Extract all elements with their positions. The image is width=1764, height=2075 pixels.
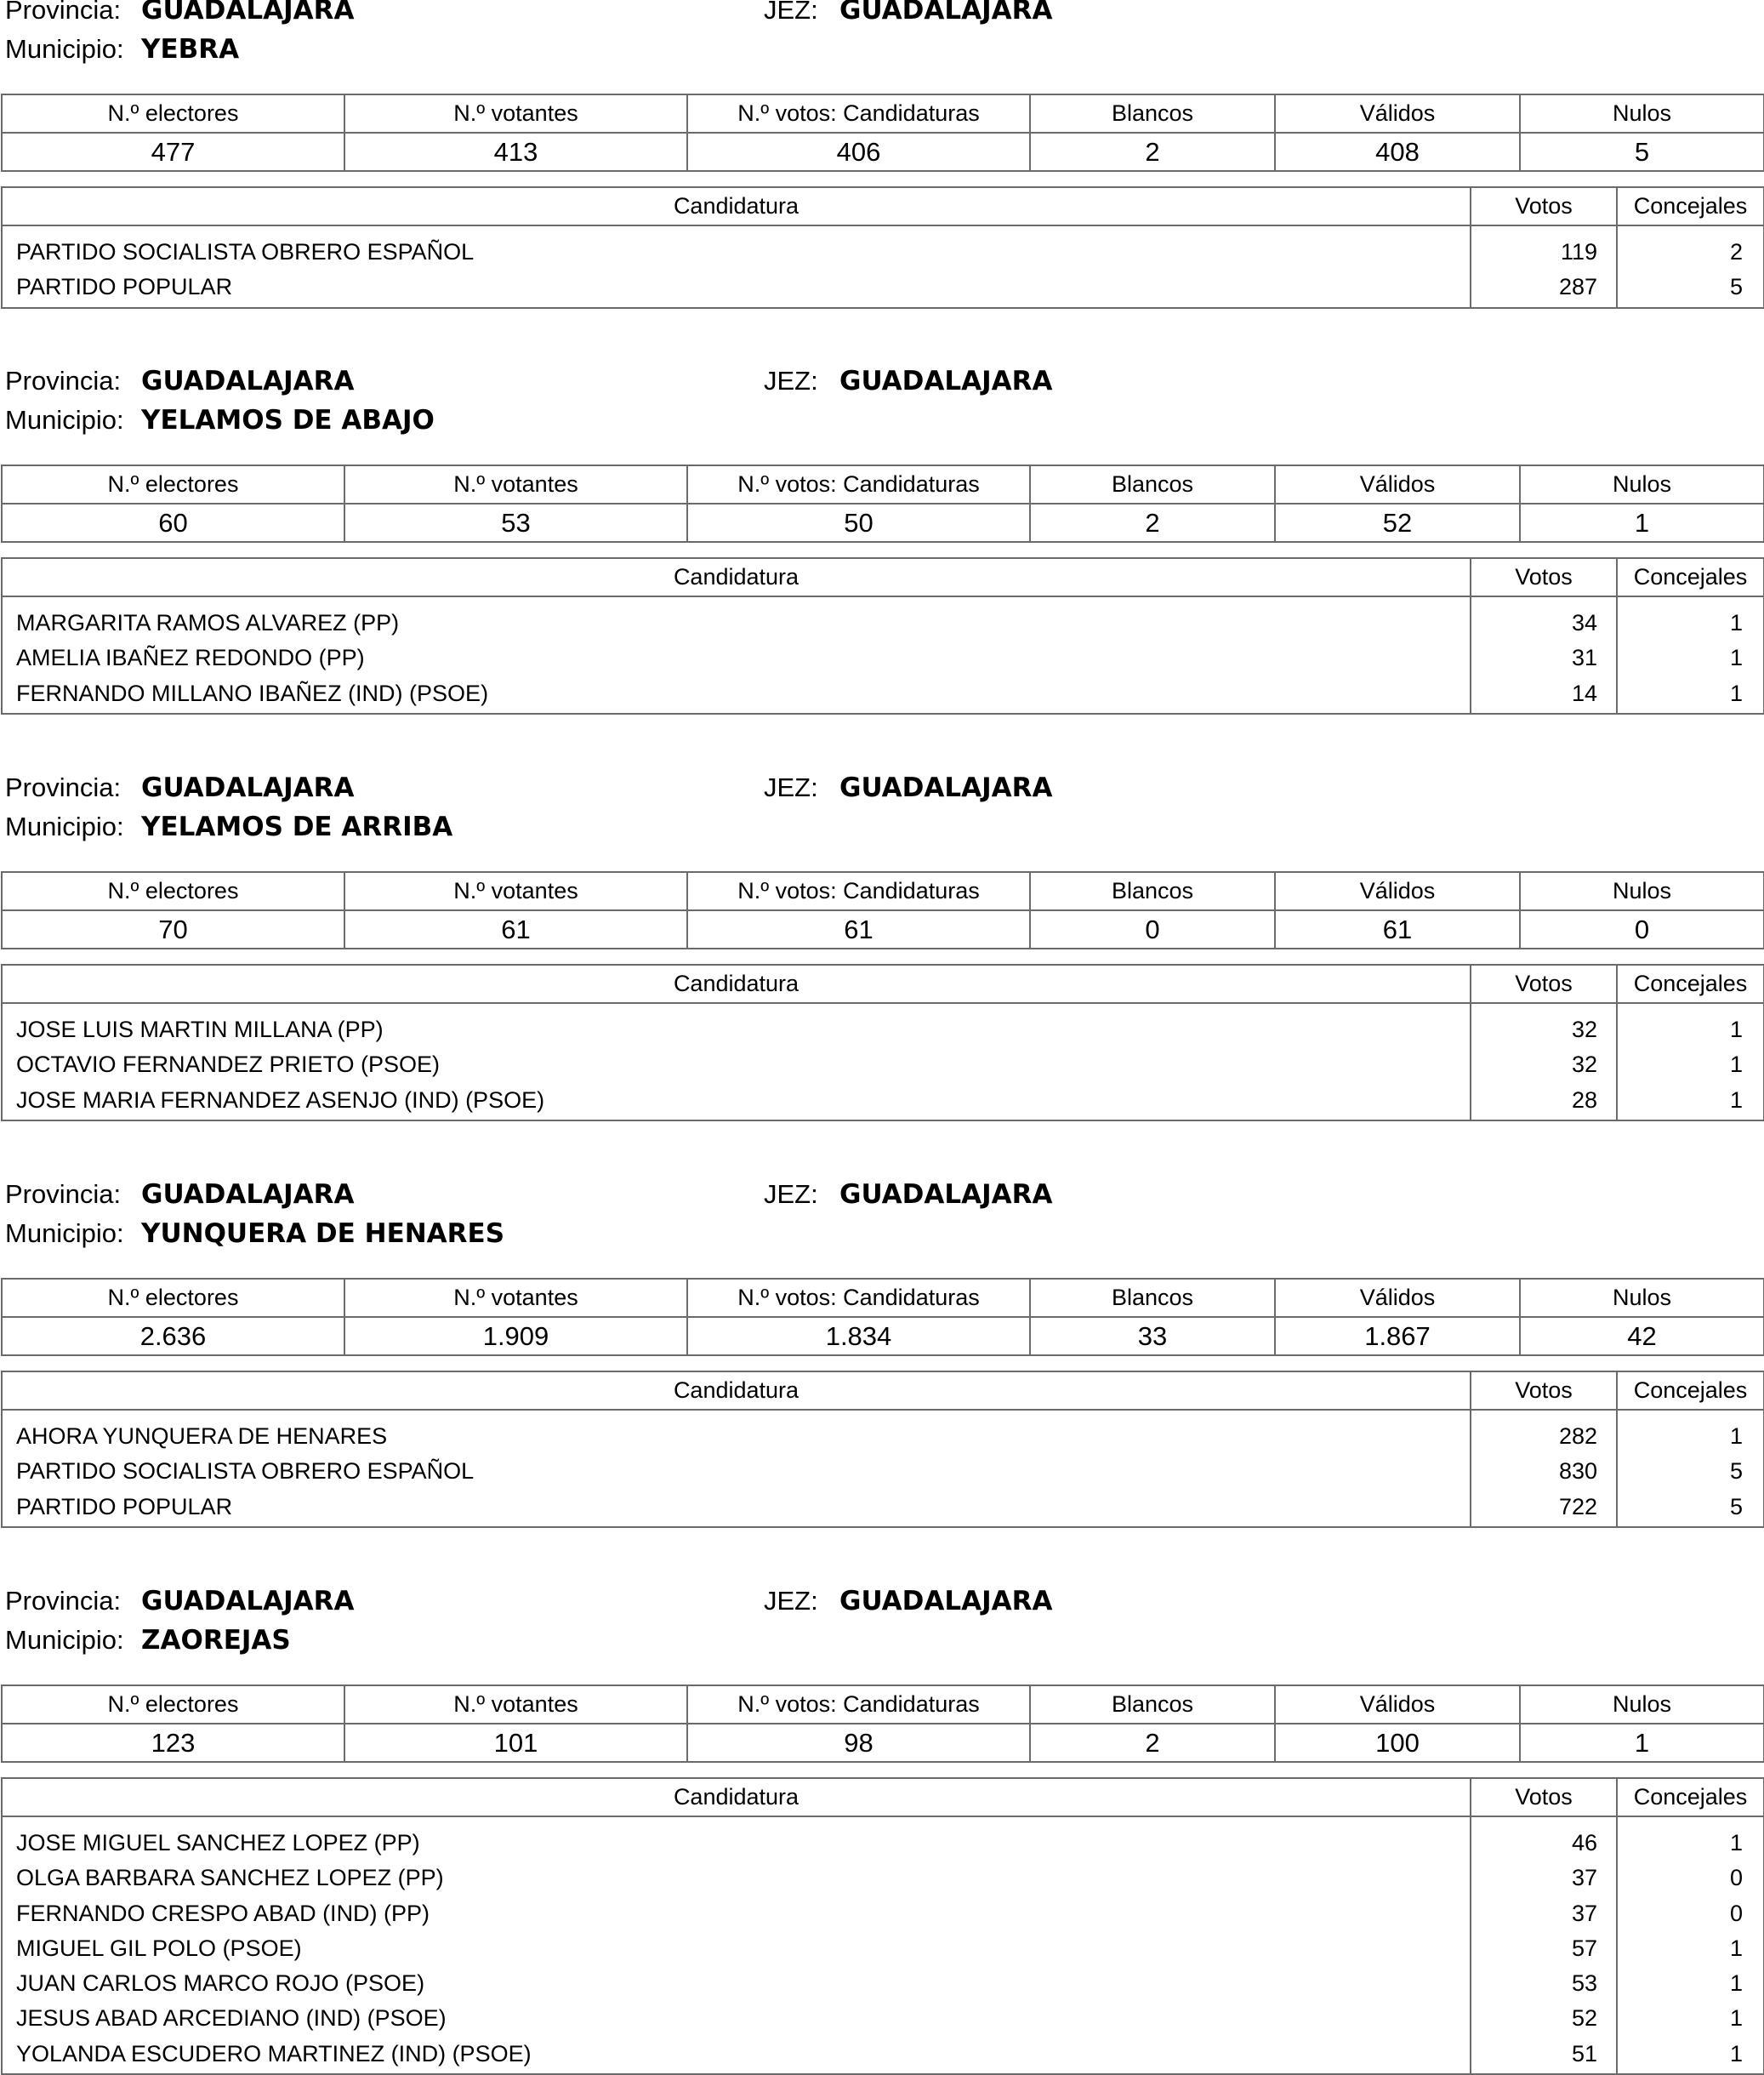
candidate-votos: 830 xyxy=(1558,1458,1597,1485)
validos-value: 100 xyxy=(1275,1724,1520,1762)
votos-candidaturas-value: 50 xyxy=(687,504,1030,542)
votos-header: Votos xyxy=(1471,1778,1617,1816)
candidate-votos: 51 xyxy=(1571,2040,1597,2066)
stats-header-cell: N.º votantes xyxy=(344,1685,687,1724)
stats-header-cell: N.º votos: Candidaturas xyxy=(687,1279,1030,1317)
candidatura-body-row xyxy=(2,596,1764,714)
candidate-name: PARTIDO SOCIALISTA OBRERO ESPAÑOL xyxy=(16,1458,475,1485)
candidatura-header: Candidatura xyxy=(2,965,1471,1003)
municipio-row xyxy=(0,1215,1764,1252)
nulos-value: 42 xyxy=(1520,1317,1764,1355)
stats-header-cell: Nulos xyxy=(1520,1685,1764,1724)
votos-candidaturas-value: 61 xyxy=(687,910,1030,949)
municipio-label: Municipio: xyxy=(5,1625,124,1655)
jez-label: JEZ: xyxy=(764,0,818,25)
candidate-concejales: 5 xyxy=(1729,1458,1743,1485)
provincia-value: GUADALAJARA xyxy=(141,366,355,396)
municipio-label: Municipio: xyxy=(5,34,124,64)
concejales-header: Concejales xyxy=(1617,558,1764,596)
validos-value: 61 xyxy=(1275,910,1520,949)
stats-header-row xyxy=(2,1685,1764,1724)
candidate-votos-cell xyxy=(1471,1816,1617,2074)
stats-header-cell: N.º votos: Candidaturas xyxy=(687,465,1030,504)
votantes-value: 101 xyxy=(344,1724,687,1762)
provincia-row xyxy=(0,769,1764,807)
municipio-value: YEBRA xyxy=(141,34,240,65)
stats-table xyxy=(1,1278,1764,1356)
candidatura-header-row xyxy=(2,965,1764,1003)
votantes-value: 61 xyxy=(344,910,687,949)
validos-value: 52 xyxy=(1275,504,1520,542)
jez-value: GUADALAJARA xyxy=(839,366,1053,396)
stats-header-cell: Blancos xyxy=(1030,1685,1275,1724)
candidate-concejales: 1 xyxy=(1729,610,1743,636)
stats-value-row xyxy=(2,133,1764,171)
municipio-value: YELAMOS DE ARRIBA xyxy=(141,812,453,842)
stats-header-cell: N.º electores xyxy=(2,465,344,504)
electores-value: 70 xyxy=(2,910,344,949)
candidate-votos: 37 xyxy=(1571,1900,1597,1926)
provincia-label: Provincia: xyxy=(5,772,122,802)
stats-header-cell: Válidos xyxy=(1275,465,1520,504)
stats-header-cell: N.º electores xyxy=(2,94,344,133)
candidate-name: JOSE MARIA FERNANDEZ ASENJO (IND) (PSOE) xyxy=(16,1086,545,1113)
candidate-concejales: 0 xyxy=(1729,1865,1743,1891)
stats-header-cell: N.º votantes xyxy=(344,872,687,910)
candidate-votos: 46 xyxy=(1571,1830,1597,1856)
candidate-votos: 53 xyxy=(1571,1970,1597,1997)
electores-value: 477 xyxy=(2,133,344,171)
provincia-row xyxy=(0,1582,1764,1620)
candidate-name: YOLANDA ESCUDERO MARTINEZ (IND) (PSOE) xyxy=(16,2040,532,2066)
electores-value: 60 xyxy=(2,504,344,542)
candidate-concejales-cell xyxy=(1617,1816,1764,2074)
stats-header-cell: N.º votos: Candidaturas xyxy=(687,872,1030,910)
municipio-label: Municipio: xyxy=(5,405,124,435)
stats-header-cell: N.º electores xyxy=(2,1685,344,1724)
candidate-concejales: 5 xyxy=(1729,1493,1743,1519)
candidate-concejales-cell xyxy=(1617,596,1764,714)
candidatura-header: Candidatura xyxy=(2,1778,1471,1816)
jez-label: JEZ: xyxy=(764,366,818,396)
candidate-name: AMELIA IBAÑEZ REDONDO (PP) xyxy=(16,645,365,671)
candidate-concejales: 1 xyxy=(1729,1086,1743,1113)
stats-header-cell: Blancos xyxy=(1030,872,1275,910)
stats-header-row xyxy=(2,872,1764,910)
provincia-row xyxy=(0,0,1764,29)
municipio-row xyxy=(0,402,1764,439)
municipio-value: YELAMOS DE ABAJO xyxy=(141,405,435,436)
concejales-header: Concejales xyxy=(1617,187,1764,225)
jez-value: GUADALAJARA xyxy=(839,1179,1053,1210)
candidate-concejales: 1 xyxy=(1729,645,1743,671)
nulos-value: 1 xyxy=(1520,504,1764,542)
municipio-row xyxy=(0,1622,1764,1659)
votantes-value: 1.909 xyxy=(344,1317,687,1355)
stats-header-cell: N.º votos: Candidaturas xyxy=(687,1685,1030,1724)
votos-header: Votos xyxy=(1471,1371,1617,1410)
candidate-concejales: 1 xyxy=(1729,2040,1743,2066)
stats-header-cell: Nulos xyxy=(1520,465,1764,504)
nulos-value: 1 xyxy=(1520,1724,1764,1762)
provincia-value: GUADALAJARA xyxy=(141,772,355,803)
candidatura-header: Candidatura xyxy=(2,558,1471,596)
candidate-votos: 287 xyxy=(1558,274,1597,300)
stats-header-cell: N.º votantes xyxy=(344,94,687,133)
candidate-name: MIGUEL GIL POLO (PSOE) xyxy=(16,1935,302,1961)
candidatura-header-row xyxy=(2,187,1764,225)
municipio-label: Municipio: xyxy=(5,812,124,841)
candidatura-body-row xyxy=(2,1816,1764,2074)
provincia-label: Provincia: xyxy=(5,1586,122,1616)
votos-header: Votos xyxy=(1471,558,1617,596)
provincia-row xyxy=(0,362,1764,400)
candidate-names-cell xyxy=(2,1410,1471,1527)
candidate-votos: 14 xyxy=(1571,680,1597,706)
candidatura-table xyxy=(1,557,1764,715)
stats-header-cell: Nulos xyxy=(1520,94,1764,133)
stats-header-cell: Nulos xyxy=(1520,872,1764,910)
stats-value-row xyxy=(2,910,1764,949)
votos-candidaturas-value: 98 xyxy=(687,1724,1030,1762)
candidate-concejales: 1 xyxy=(1729,680,1743,706)
candidate-concejales: 1 xyxy=(1729,1052,1743,1078)
municipio-value: YUNQUERA DE HENARES xyxy=(141,1218,505,1249)
stats-header-cell: Válidos xyxy=(1275,1279,1520,1317)
stats-header-row xyxy=(2,94,1764,133)
candidate-concejales: 1 xyxy=(1729,1830,1743,1856)
provincia-value: GUADALAJARA xyxy=(141,1179,355,1210)
stats-header-row xyxy=(2,465,1764,504)
candidate-name: OCTAVIO FERNANDEZ PRIETO (PSOE) xyxy=(16,1052,441,1078)
votantes-value: 413 xyxy=(344,133,687,171)
municipio-row xyxy=(0,808,1764,846)
candidate-votos: 52 xyxy=(1571,2005,1597,2032)
municipio-row xyxy=(0,31,1764,68)
candidate-names-cell xyxy=(2,225,1471,308)
validos-value: 1.867 xyxy=(1275,1317,1520,1355)
stats-header-cell: Blancos xyxy=(1030,1279,1275,1317)
candidate-votos: 28 xyxy=(1571,1086,1597,1113)
candidate-name: PARTIDO POPULAR xyxy=(16,1493,233,1519)
candidate-concejales: 1 xyxy=(1729,2005,1743,2032)
provincia-label: Provincia: xyxy=(5,0,122,25)
candidate-concejales-cell xyxy=(1617,1410,1764,1527)
candidate-concejales: 1 xyxy=(1729,1970,1743,1997)
candidate-votos: 37 xyxy=(1571,1865,1597,1891)
votos-candidaturas-value: 1.834 xyxy=(687,1317,1030,1355)
candidate-name: OLGA BARBARA SANCHEZ LOPEZ (PP) xyxy=(16,1865,444,1891)
candidate-name: AHORA YUNQUERA DE HENARES xyxy=(16,1423,388,1449)
candidatura-table xyxy=(1,1777,1764,2075)
provincia-value: GUADALAJARA xyxy=(141,1586,355,1616)
stats-header-row xyxy=(2,1279,1764,1317)
candidate-names-cell xyxy=(2,1003,1471,1120)
nulos-value: 5 xyxy=(1520,133,1764,171)
candidatura-header-row xyxy=(2,1778,1764,1816)
candidate-name: FERNANDO CRESPO ABAD (IND) (PP) xyxy=(16,1900,430,1926)
candidate-name: JOSE LUIS MARTIN MILLANA (PP) xyxy=(16,1017,384,1042)
candidate-name: PARTIDO POPULAR xyxy=(16,274,233,300)
electores-value: 123 xyxy=(2,1724,344,1762)
concejales-header: Concejales xyxy=(1617,965,1764,1003)
candidate-name: JUAN CARLOS MARCO ROJO (PSOE) xyxy=(16,1970,425,1997)
stats-value-row xyxy=(2,1724,1764,1762)
concejales-header: Concejales xyxy=(1617,1778,1764,1816)
nulos-value: 0 xyxy=(1520,910,1764,949)
candidate-votos: 722 xyxy=(1558,1493,1597,1519)
candidate-votos: 32 xyxy=(1571,1017,1597,1042)
stats-header-cell: N.º votantes xyxy=(344,465,687,504)
candidate-name: JOSE MIGUEL SANCHEZ LOPEZ (PP) xyxy=(16,1830,420,1856)
candidatura-header-row xyxy=(2,1371,1764,1410)
candidatura-table xyxy=(1,964,1764,1121)
blancos-value: 2 xyxy=(1030,133,1275,171)
candidate-concejales: 5 xyxy=(1729,274,1743,300)
candidate-votos: 57 xyxy=(1571,1935,1597,1961)
candidatura-body-row xyxy=(2,225,1764,308)
stats-value-row xyxy=(2,1317,1764,1355)
stats-table xyxy=(1,465,1764,543)
candidate-name: PARTIDO SOCIALISTA OBRERO ESPAÑOL xyxy=(16,239,475,265)
votos-header: Votos xyxy=(1471,965,1617,1003)
votos-header: Votos xyxy=(1471,187,1617,225)
municipio-value: ZAOREJAS xyxy=(141,1625,291,1656)
blancos-value: 33 xyxy=(1030,1317,1275,1355)
jez-label: JEZ: xyxy=(764,772,818,802)
stats-header-cell: Blancos xyxy=(1030,465,1275,504)
provincia-row xyxy=(0,1176,1764,1213)
stats-header-cell: N.º electores xyxy=(2,1279,344,1317)
candidate-name: JESUS ABAD ARCEDIANO (IND) (PSOE) xyxy=(16,2005,447,2032)
stats-header-cell: Válidos xyxy=(1275,1685,1520,1724)
stats-header-cell: Blancos xyxy=(1030,94,1275,133)
candidate-votos-cell xyxy=(1471,1410,1617,1527)
votantes-value: 53 xyxy=(344,504,687,542)
candidate-votos: 31 xyxy=(1571,645,1597,671)
stats-header-cell: Válidos xyxy=(1275,872,1520,910)
provincia-value: GUADALAJARA xyxy=(141,0,355,26)
candidate-concejales: 1 xyxy=(1729,1423,1743,1449)
candidate-concejales-cell xyxy=(1617,225,1764,308)
candidate-name: MARGARITA RAMOS ALVAREZ (PP) xyxy=(16,610,400,636)
candidate-names-cell xyxy=(2,596,1471,714)
stats-header-cell: Nulos xyxy=(1520,1279,1764,1317)
candidatura-table xyxy=(1,186,1764,309)
jez-label: JEZ: xyxy=(764,1586,818,1616)
stats-header-cell: N.º votantes xyxy=(344,1279,687,1317)
stats-value-row xyxy=(2,504,1764,542)
stats-header-cell: N.º votos: Candidaturas xyxy=(687,94,1030,133)
candidate-concejales-cell xyxy=(1617,1003,1764,1120)
blancos-value: 2 xyxy=(1030,1724,1275,1762)
blancos-value: 2 xyxy=(1030,504,1275,542)
provincia-label: Provincia: xyxy=(5,366,122,396)
candidatura-body-row xyxy=(2,1003,1764,1120)
candidate-votos: 34 xyxy=(1571,610,1597,636)
electores-value: 2.636 xyxy=(2,1317,344,1355)
stats-header-cell: Válidos xyxy=(1275,94,1520,133)
validos-value: 408 xyxy=(1275,133,1520,171)
jez-label: JEZ: xyxy=(764,1179,818,1209)
candidatura-header: Candidatura xyxy=(2,187,1471,225)
stats-table xyxy=(1,1685,1764,1763)
candidate-votos-cell xyxy=(1471,1003,1617,1120)
votos-candidaturas-value: 406 xyxy=(687,133,1030,171)
concejales-header: Concejales xyxy=(1617,1371,1764,1410)
candidate-concejales: 1 xyxy=(1729,1935,1743,1961)
candidate-concejales: 0 xyxy=(1729,1900,1743,1926)
candidate-votos-cell xyxy=(1471,225,1617,308)
candidate-votos-cell xyxy=(1471,596,1617,714)
jez-value: GUADALAJARA xyxy=(839,772,1053,803)
stats-table xyxy=(1,871,1764,949)
provincia-label: Provincia: xyxy=(5,1179,122,1209)
stats-table xyxy=(1,94,1764,172)
candidatura-body-row xyxy=(2,1410,1764,1527)
candidatura-header-row xyxy=(2,558,1764,596)
candidatura-header: Candidatura xyxy=(2,1371,1471,1410)
candidate-votos: 119 xyxy=(1560,239,1597,265)
stats-header-cell: N.º electores xyxy=(2,872,344,910)
candidatura-table xyxy=(1,1371,1764,1528)
jez-value: GUADALAJARA xyxy=(839,0,1053,26)
candidate-names-cell xyxy=(2,1816,1471,2074)
candidate-votos: 32 xyxy=(1571,1052,1597,1078)
blancos-value: 0 xyxy=(1030,910,1275,949)
candidate-name: FERNANDO MILLANO IBAÑEZ (IND) (PSOE) xyxy=(16,680,489,706)
candidate-concejales: 1 xyxy=(1729,1017,1743,1042)
jez-value: GUADALAJARA xyxy=(839,1586,1053,1616)
candidate-votos: 282 xyxy=(1558,1423,1597,1449)
municipio-label: Municipio: xyxy=(5,1218,124,1248)
candidate-concejales: 2 xyxy=(1729,239,1743,265)
